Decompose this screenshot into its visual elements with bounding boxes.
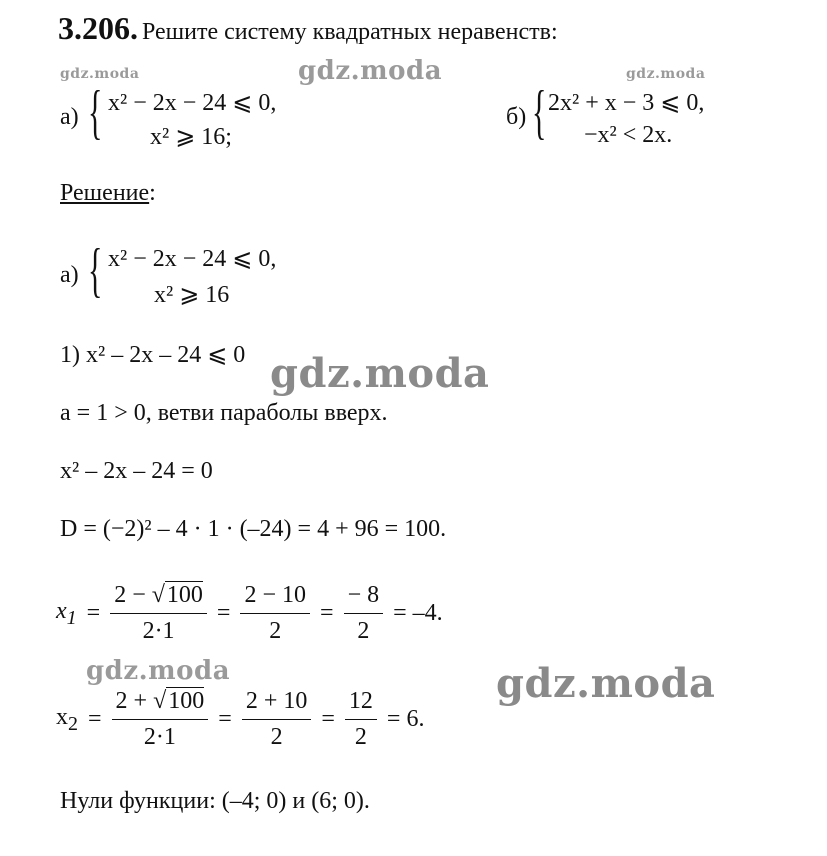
task-a-line1: x² − 2x − 24 ⩽ 0,	[108, 90, 277, 116]
system-brace: {	[532, 79, 547, 145]
task-b-line1: 2x² + x − 3 ⩽ 0,	[548, 90, 705, 116]
root-x2: $x_2$ = $\frac{2 + √100}{2\cdot 1}$ = $\frac{2 + 10}{2}$ = $\frac{12}{2}$ = 6.	[56, 688, 425, 750]
solution-a-line1: x² − 2x − 24 ⩽ 0,	[108, 246, 277, 272]
task-b-label: б)	[506, 104, 527, 130]
watermark: gdz.moda	[626, 66, 706, 82]
root-var: $x_1$	[56, 597, 77, 629]
leading-coefficient: a = 1 > 0, ветви параболы вверх.	[60, 400, 388, 426]
solution-heading: Решение:	[60, 180, 156, 206]
discriminant: D = (−2)² – 4 · 1 · (–24) = 4 + 96 = 100.	[60, 516, 447, 542]
watermark: gdz.moda	[86, 656, 231, 686]
fraction: $\frac{2 - √100}{2\cdot 1}$	[110, 582, 207, 645]
task-b-line2: −x² < 2x.	[584, 122, 673, 148]
fraction: $\frac{12}{2}$	[345, 688, 377, 751]
quadratic-equation: x² – 2x – 24 = 0	[60, 458, 213, 484]
problem-statement: Решите систему квадратных неравенств:	[142, 19, 558, 45]
system-brace: {	[88, 79, 103, 145]
solution-a-label: а)	[60, 262, 79, 288]
solution-a-line2: x² ⩾ 16	[154, 282, 230, 308]
root-value: = 6.	[386, 706, 425, 732]
fraction: $\frac{- 8}{2}$	[344, 582, 384, 645]
task-a-label: а)	[60, 104, 79, 130]
task-a-line2: x² ⩾ 16;	[150, 124, 232, 150]
function-zeros: Нули функции: (–4; 0) и (6; 0).	[60, 788, 370, 814]
step-1: 1) x² – 2x – 24 ⩽ 0	[60, 342, 246, 368]
fraction: $\frac{2 - 10}{2}$	[240, 582, 310, 645]
fraction: $\frac{2 + √100}{2\cdot 1}$	[112, 688, 209, 751]
root-var: $x_2$	[56, 703, 78, 735]
watermark: gdz.moda	[60, 66, 140, 82]
system-brace: {	[88, 237, 103, 303]
root-x1: $x_1$ = $\frac{2 - √100}{2\cdot 1}$ = $\frac{2 - 10}{2}$ = $\frac{- 8}{2}$ = –4.	[56, 582, 443, 644]
watermark: gdz.moda	[298, 56, 443, 86]
fraction: $\frac{2 + 10}{2}$	[242, 688, 312, 751]
watermark: gdz.moda	[270, 350, 490, 397]
problem-title	[58, 10, 558, 47]
problem-number: 3.206.	[58, 10, 138, 46]
root-value: = –4.	[393, 600, 443, 626]
watermark: gdz.moda	[496, 660, 716, 707]
